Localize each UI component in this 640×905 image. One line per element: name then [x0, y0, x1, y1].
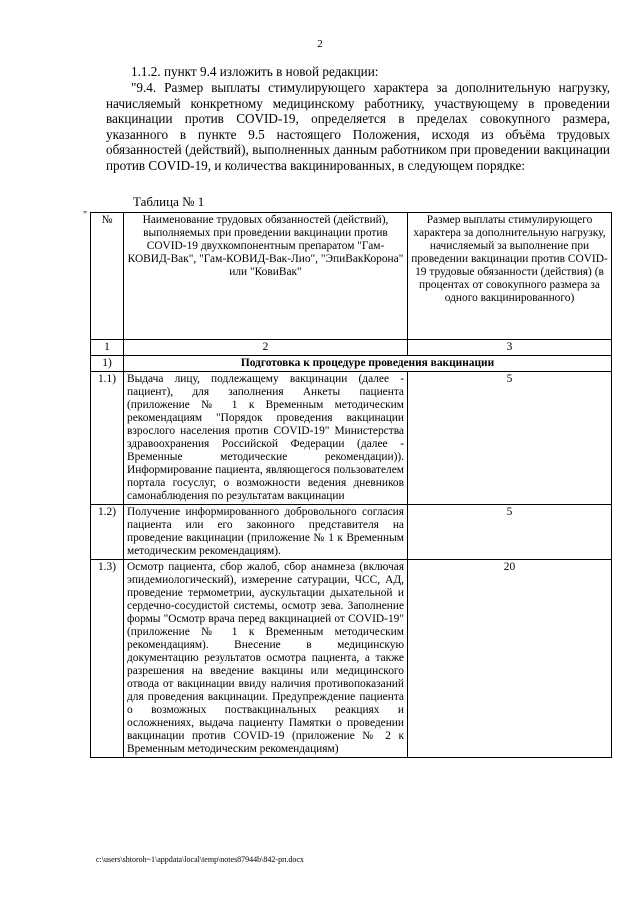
- header-duties: Наименование трудовых обязанностей (действий), выполняемых при проведении вакцинации против COVID-19 двухкомпонентным препаратом "Гам-КОВИД-Вак", "Гам-КОВИД-Вак-Лио", "ЭпиВакКорона" или "КовиВак": [124, 213, 408, 340]
- table-title: Таблица № 1: [133, 194, 205, 209]
- column-number-row: [91, 340, 612, 356]
- amendment-heading: 1.1.2. пункт 9.4 изложить в новой редакции:: [131, 64, 379, 79]
- payment-table: [90, 212, 612, 758]
- section-title: Подготовка к процедуре проведения вакцинации: [124, 356, 612, 372]
- row-value: 20: [408, 560, 612, 758]
- row-text: Выдача лицу, подлежащему вакцинации (далее - пациент), для заполнения Анкеты пациента (приложение № 1 к Временным методическим рекомендациям "Порядок проведения вакцинации взрослого населения против COVID-19" Министерства здравоохранения Российской Федерации (далее - Временные методические рекомендации)). Информирование пациента, являющегося пользователем портала госуслуг, о возможности ведения дневников самонаблюдения по результатам вакцинации: [124, 372, 408, 505]
- table-row: [91, 505, 612, 560]
- row-text: Осмотр пациента, сбор жалоб, сбор анамнеза (включая эпидемиологический), измерение сатурации, ЧСС, АД, проведение термометрии, аускультации дыхательной и сердечно-сосудистой системы, осмотр зева. Заполнение формы "Осмотр врача перед вакцинацией от COVID-19" (приложение № 1 к Временным методическим рекомендациям). Внесение в медицинскую документацию результатов осмотра пациента, а также разрешения на введение вакцины или медицинского отвода от вакцинации ввиду наличия противопоказаний для проведения вакцинации. Предупреждение пациента о возможных поствакцинальных реакциях и осложнениях, выдача пациенту Памятки о проведении вакцинации против COVID-19 (приложение № 2 к Временным методическим рекомендациям): [124, 560, 408, 758]
- file-path-footer: c:\users\shtoroh~1\appdata\local\temp\notes87944b\842-рп.docx: [96, 855, 304, 864]
- row-value: 5: [408, 372, 612, 505]
- header-payment-size: Размер выплаты стимулирующего характера за дополнительную нагрузку, начисляемый за выполнение при проведении вакцинации против COVID-19 трудовые обязанности (действия) (в процентах от совокупного размера за одного вакцинированного): [408, 213, 612, 340]
- section-row: [91, 356, 612, 372]
- column-number: 1: [91, 340, 124, 356]
- table-row: [91, 560, 612, 758]
- column-number: 2: [124, 340, 408, 356]
- table-header-row: [91, 213, 612, 340]
- row-value: 5: [408, 505, 612, 560]
- row-num: 1.3): [91, 560, 124, 758]
- header-num: №: [91, 213, 124, 340]
- section-num: 1): [91, 356, 124, 372]
- page-number: 2: [317, 38, 323, 50]
- table-row: [91, 372, 612, 505]
- row-num: 1.1): [91, 372, 124, 505]
- amendment-body: "9.4. Размер выплаты стимулирующего характера за дополнительную нагрузку, начисляемый конкретному медицинскому работнику, участвующему в проведении вакцинации против COVID-19, определяется в пределах совокупного размера, указанного в пункте 9.5 настоящего Положения, исходя из объёма трудовых обязанностей (действий), выполненных данным работником при проведении вакцинации против COVID-19, и количества вакцинированных, в следующем порядке:: [106, 80, 610, 173]
- row-num: 1.2): [91, 505, 124, 560]
- column-number: 3: [408, 340, 612, 356]
- row-text: Получение информированного добровольного согласия пациента или его законного представителя на проведение вакцинации (приложение № 1 к Временным методическим рекомендациям).: [124, 505, 408, 560]
- opening-quote-mark: ": [83, 210, 88, 221]
